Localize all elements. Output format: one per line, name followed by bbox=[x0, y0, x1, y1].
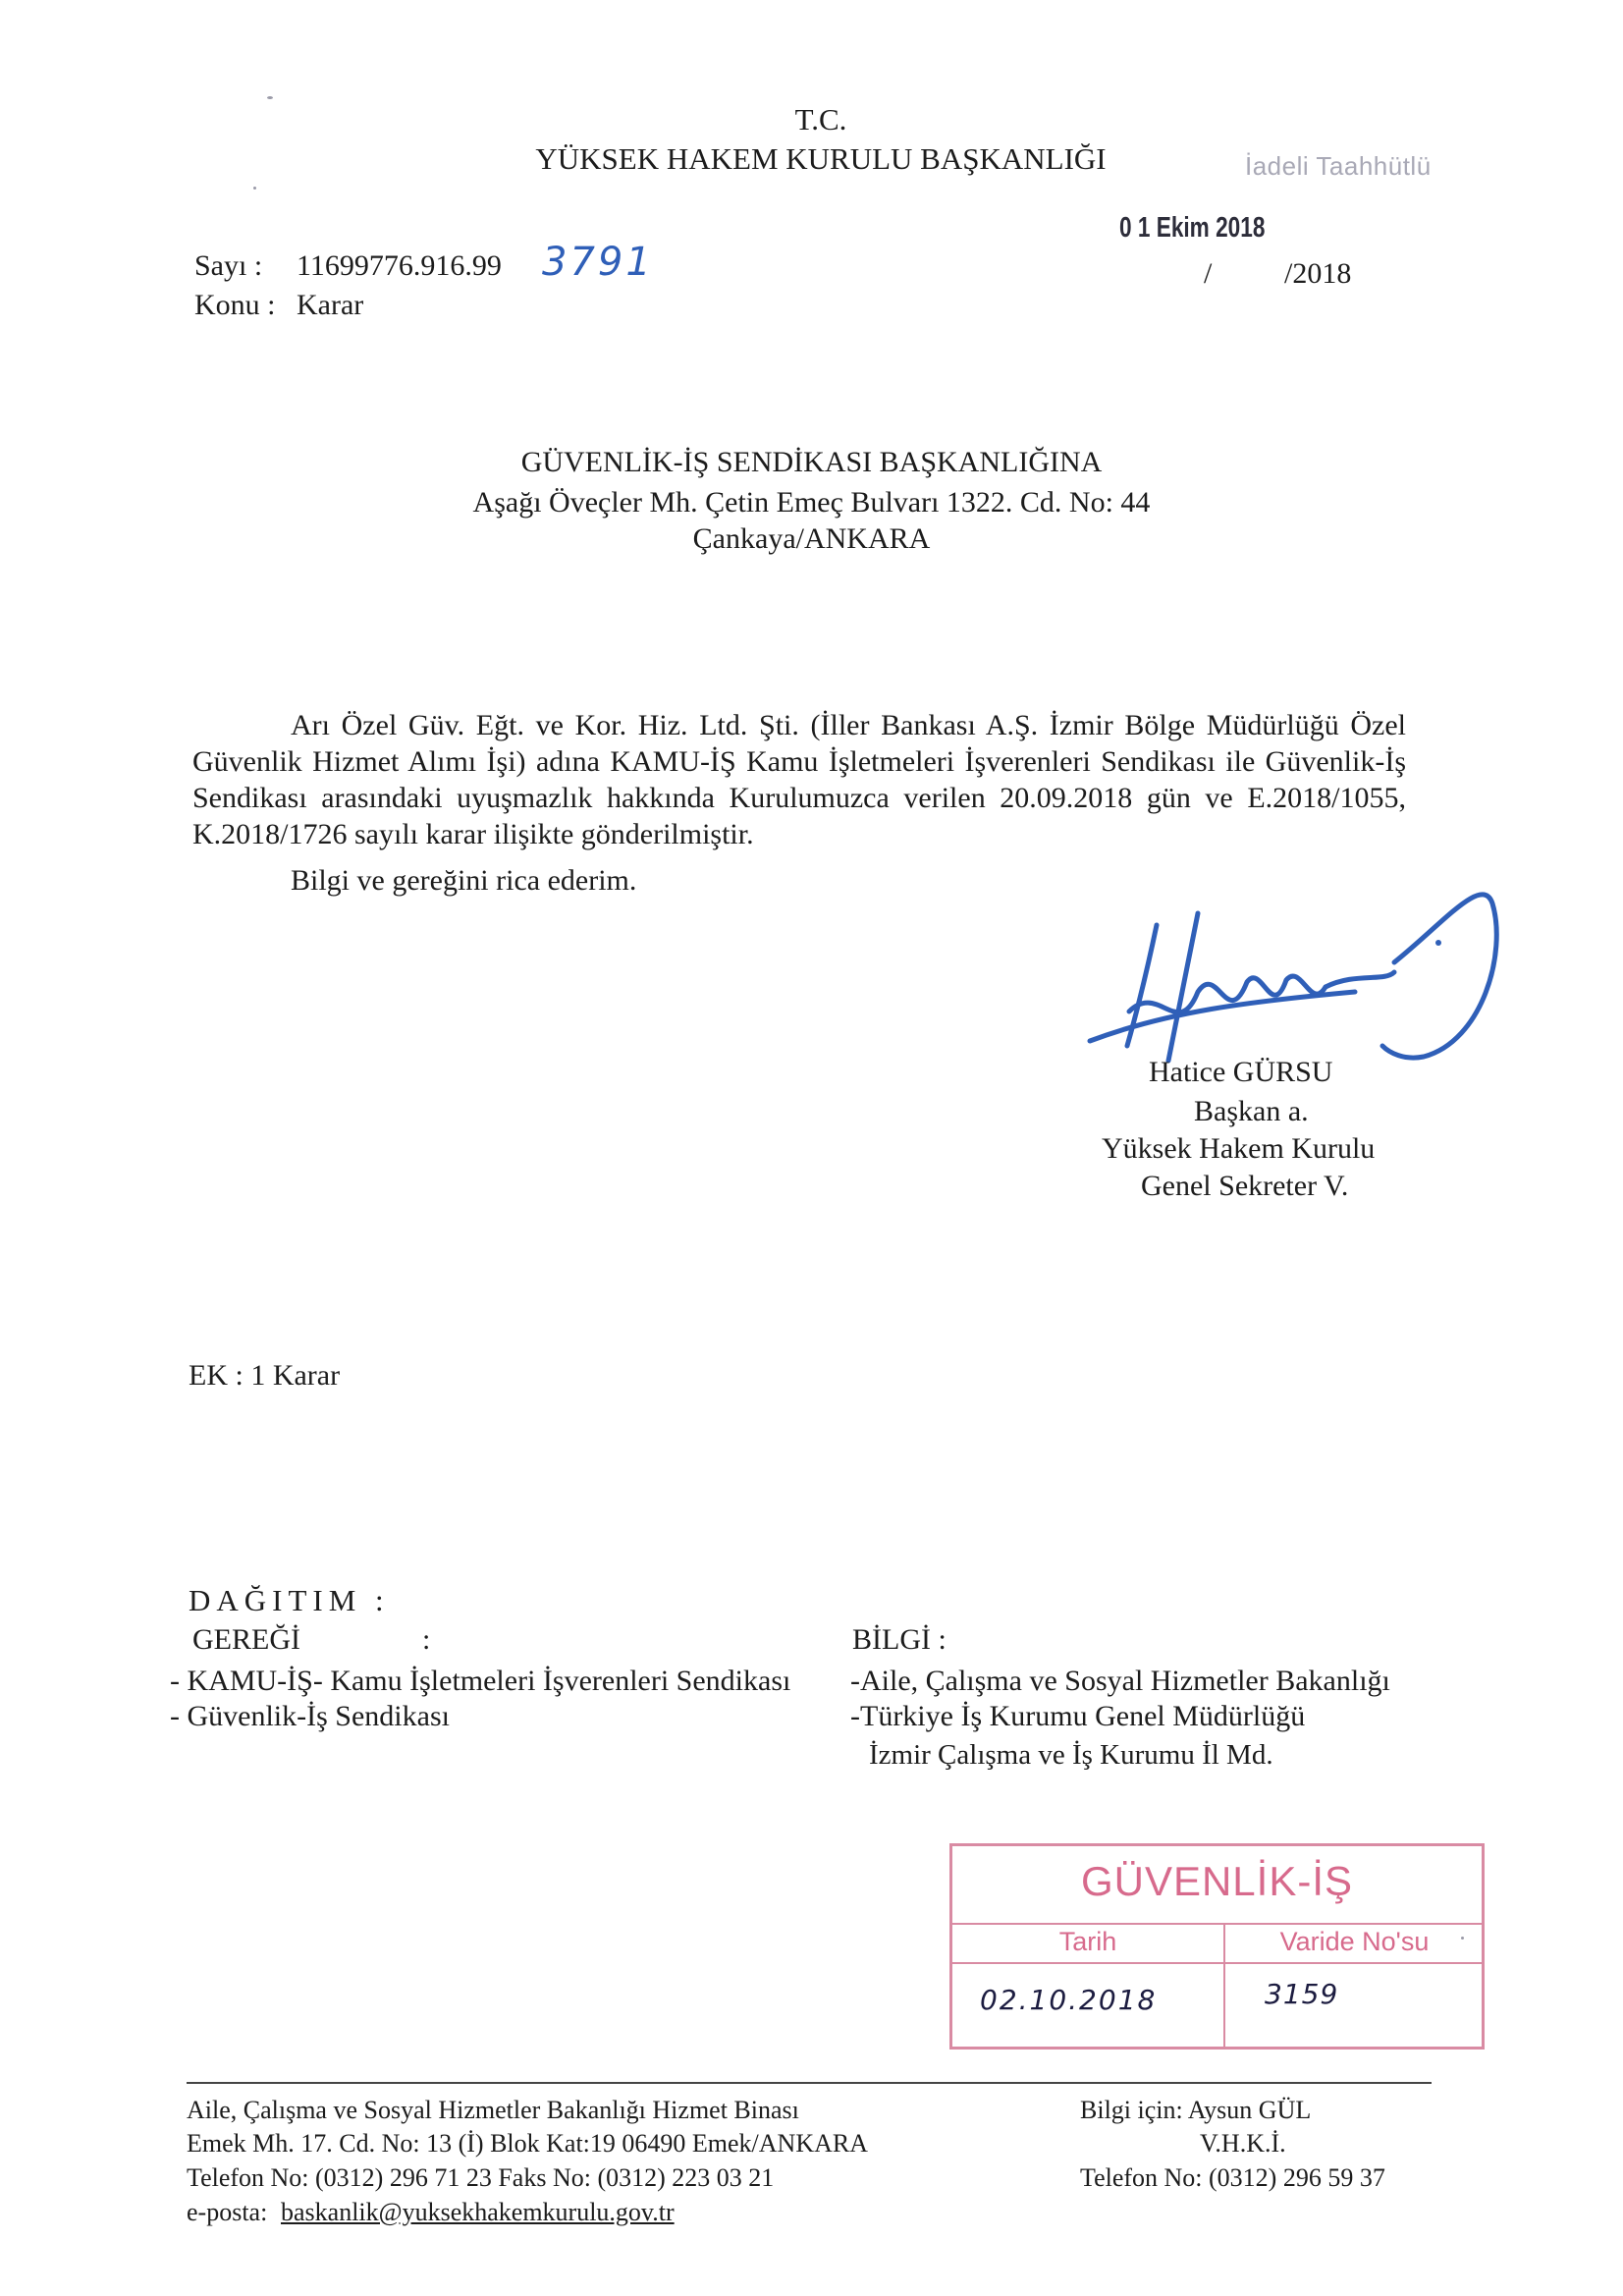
stamp-number-header: Varide No'su bbox=[1279, 1927, 1430, 1956]
stamp-date-value: 02.10.2018 bbox=[980, 1984, 1158, 2016]
body-paragraph: Arı Özel Güv. Eğt. ve Kor. Hiz. Ltd. Şti. (İller Bankası A.Ş. İzmir Bölge Müdürlüğü Özel Güvenlik Hizmet Alımı İşi) adına KAMU-İŞ Kamu İşletmeleri İşverenleri Sendikası ile Güvenlik-İş Sendikası arasındaki uyuşmazlık hakkında Kurulumuzca verilen 20.09.2018 gün ve E.2018/1055, K.2018/1726 sayılı karar ilişikte gönderilmiştir. bbox=[192, 709, 1406, 850]
date-slash: / bbox=[1204, 257, 1213, 290]
stamp-title: GÜVENLİK-İŞ bbox=[1080, 1858, 1354, 1904]
date-year: /2018 bbox=[1284, 257, 1352, 290]
addressee-line3: Çankaya/ANKARA bbox=[692, 522, 931, 555]
stamp-divider bbox=[952, 1962, 1482, 1964]
footer-email-link[interactable]: baskanlik@yuksekhakemkurulu.gov.tr bbox=[281, 2198, 675, 2226]
stamp-number-value: 3159 bbox=[1265, 1978, 1339, 2010]
signatory-title-2: Yüksek Hakem Kurulu bbox=[1102, 1132, 1376, 1165]
scan-speck bbox=[1461, 1937, 1464, 1940]
registered-mail-stamp: İadeli Taahhütlü bbox=[1245, 151, 1432, 181]
sayi-label: Sayı : bbox=[194, 249, 263, 282]
sayi-handwritten-number: 3791 bbox=[542, 240, 654, 285]
letter-body bbox=[192, 707, 1406, 852]
scan-speck bbox=[253, 187, 256, 190]
geregi-label: GEREĞİ bbox=[192, 1623, 300, 1656]
footer-address-line2: Emek Mh. 17. Cd. No: 13 (İ) Blok Kat:19 06490 Emek/ANKARA bbox=[187, 2129, 869, 2158]
closing-request: Bilgi ve gereğini rica ederim. bbox=[291, 864, 637, 897]
received-stamp bbox=[949, 1843, 1485, 2050]
footer-phone-fax: Telefon No: (0312) 296 71 23 Faks No: (0312) 223 03 21 bbox=[187, 2163, 775, 2192]
geregi-item: - Güvenlik-İş Sendikası bbox=[170, 1700, 450, 1732]
footer-address-line1: Aile, Çalışma ve Sosyal Hizmetler Bakanlığı Hizmet Binası bbox=[187, 2096, 799, 2124]
handwritten-signature bbox=[1031, 864, 1522, 1080]
stamp-divider bbox=[952, 1923, 1482, 1925]
footer-email-label: e-posta: bbox=[187, 2198, 268, 2226]
konu-label: Konu : bbox=[194, 289, 276, 321]
scan-speck bbox=[267, 96, 273, 99]
addressee-line1: GÜVENLİK-İŞ SENDİKASI BAŞKANLIĞINA bbox=[520, 446, 1103, 478]
sayi-value: 11699776.916.99 bbox=[297, 249, 502, 282]
signatory-name: Hatice GÜRSU bbox=[1149, 1056, 1333, 1088]
footer-contact-phone: Telefon No: (0312) 296 59 37 bbox=[1080, 2163, 1385, 2192]
annex-line: EK : 1 Karar bbox=[189, 1359, 341, 1392]
footer-contact-title: V.H.K.İ. bbox=[1200, 2129, 1286, 2158]
footer-contact-name: Bilgi için: Aysun GÜL bbox=[1080, 2096, 1312, 2124]
geregi-item: - KAMU-İŞ- Kamu İşletmeleri İşverenleri Sendikası bbox=[170, 1665, 791, 1697]
bilgi-item: -Aile, Çalışma ve Sosyal Hizmetler Bakanlığı bbox=[850, 1665, 1390, 1697]
addressee-line2: Aşağı Öveçler Mh. Çetin Emeç Bulvarı 1322. Cd. No: 44 bbox=[472, 486, 1151, 519]
footer-rule bbox=[187, 2082, 1432, 2084]
signatory-title-1: Başkan a. bbox=[1194, 1095, 1309, 1127]
country-header: T.C. bbox=[794, 102, 847, 137]
institution-header: YÜKSEK HAKEM KURULU BAŞKANLIĞI bbox=[535, 141, 1107, 176]
bilgi-label: BİLGİ : bbox=[852, 1623, 947, 1656]
date-stamp: 0 1 Ekim 2018 bbox=[1119, 212, 1266, 244]
stamp-date-header: Tarih bbox=[1058, 1927, 1117, 1956]
bilgi-item: İzmir Çalışma ve İş Kurumu İl Md. bbox=[869, 1739, 1273, 1771]
konu-value: Karar bbox=[297, 289, 364, 321]
geregi-colon: : bbox=[422, 1623, 431, 1656]
bilgi-item: -Türkiye İş Kurumu Genel Müdürlüğü bbox=[850, 1700, 1306, 1732]
signatory-title-3: Genel Sekreter V. bbox=[1141, 1170, 1349, 1202]
distribution-heading: DAĞITIM : bbox=[189, 1583, 390, 1617]
